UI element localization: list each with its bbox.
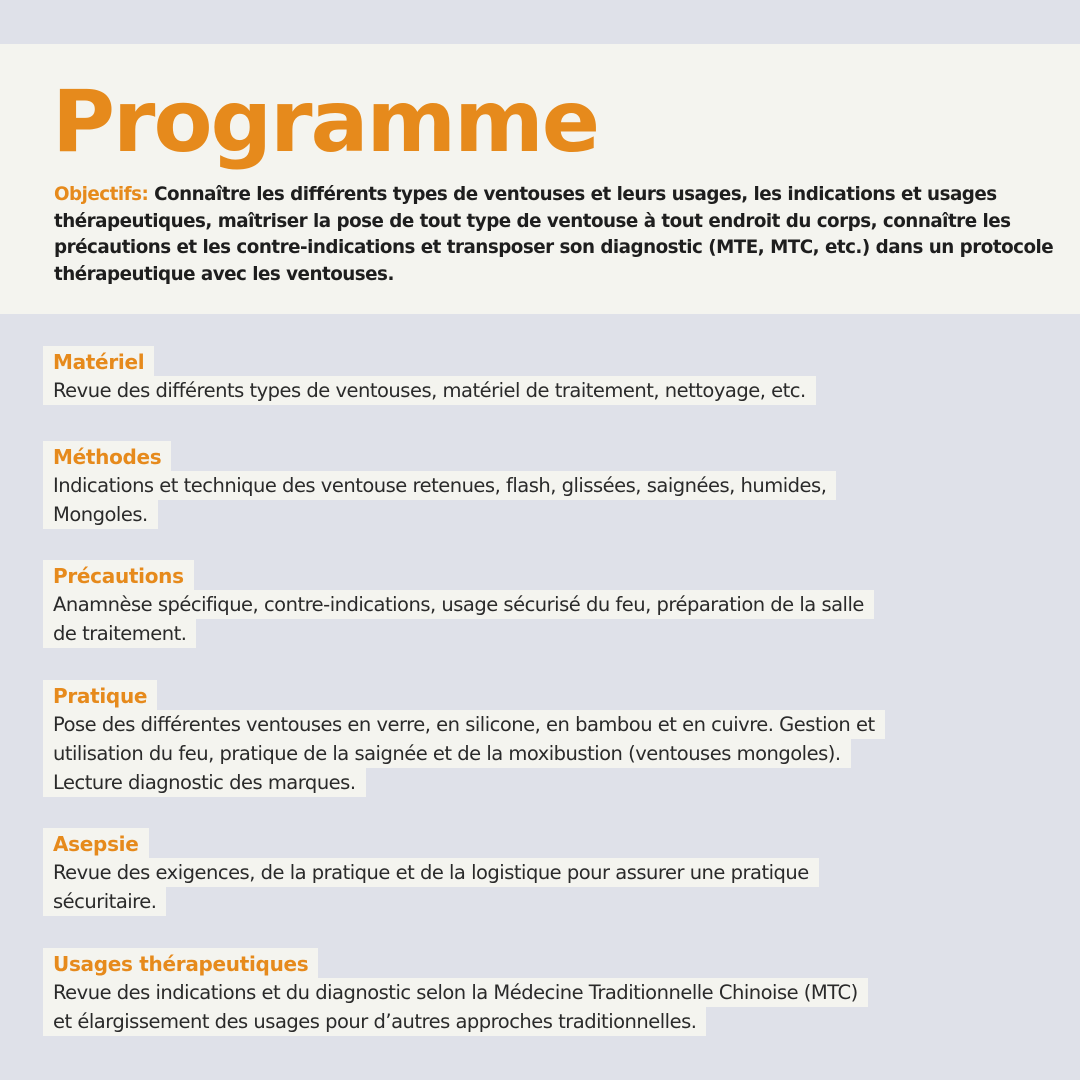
objectives-label: Objectifs: <box>54 184 149 205</box>
objectives-text: Connaître les différents types de ventouses et leurs usages, les indications et usages thérapeutiques, maîtriser la pose de tout type de ventouse à tout endroit du corps, connaître les précautions et les contre-indications et transposer son diagnostic (MTE, MTC, etc.) dans un protocole thérapeutique avec les ventouses. <box>54 184 1054 285</box>
section-text <box>43 471 836 529</box>
section-text <box>43 376 816 405</box>
section-label: Précautions <box>43 560 194 590</box>
section-label: Méthodes <box>43 441 171 471</box>
section-text-line: Pose des différentes ventouses en verre, en silicone, en bambou et en cuivre. Gestion et <box>43 710 885 739</box>
section-text <box>43 590 874 648</box>
section-pratique <box>43 680 885 797</box>
section-text-line: Revue des exigences, de la pratique et de la logistique pour assurer une pratique <box>43 858 819 887</box>
objectives-paragraph <box>54 182 1054 288</box>
section-asepsie <box>43 828 819 916</box>
section-text-line: Revue des indications et du diagnostic selon la Médecine Traditionnelle Chinoise (MTC) <box>43 978 868 1007</box>
section-label: Matériel <box>43 346 154 376</box>
page-title: Programme <box>52 72 599 172</box>
section-label: Usages thérapeutiques <box>43 948 318 978</box>
section-usages-therapeutiques <box>43 948 868 1036</box>
section-text-line: et élargissement des usages pour d’autres approches traditionnelles. <box>43 1007 706 1036</box>
section-text-line: de traitement. <box>43 619 196 648</box>
section-label: Asepsie <box>43 828 149 858</box>
section-materiel <box>43 346 816 405</box>
section-text-line: sécuritaire. <box>43 887 166 916</box>
section-label: Pratique <box>43 680 157 710</box>
section-methodes <box>43 441 836 529</box>
section-text-line: Revue des différents types de ventouses, matériel de traitement, nettoyage, etc. <box>43 376 816 405</box>
section-precautions <box>43 560 874 648</box>
section-text-line: Indications et technique des ventouse retenues, flash, glissées, saignées, humides, <box>43 471 836 500</box>
section-text <box>43 858 819 916</box>
section-text-line: Anamnèse spécifique, contre-indications, usage sécurisé du feu, préparation de la salle <box>43 590 874 619</box>
section-text-line: Mongoles. <box>43 500 158 529</box>
section-text <box>43 710 885 797</box>
section-text <box>43 978 868 1036</box>
section-text-line: utilisation du feu, pratique de la saignée et de la moxibustion (ventouses mongoles). <box>43 739 851 768</box>
section-text-line: Lecture diagnostic des marques. <box>43 768 366 797</box>
